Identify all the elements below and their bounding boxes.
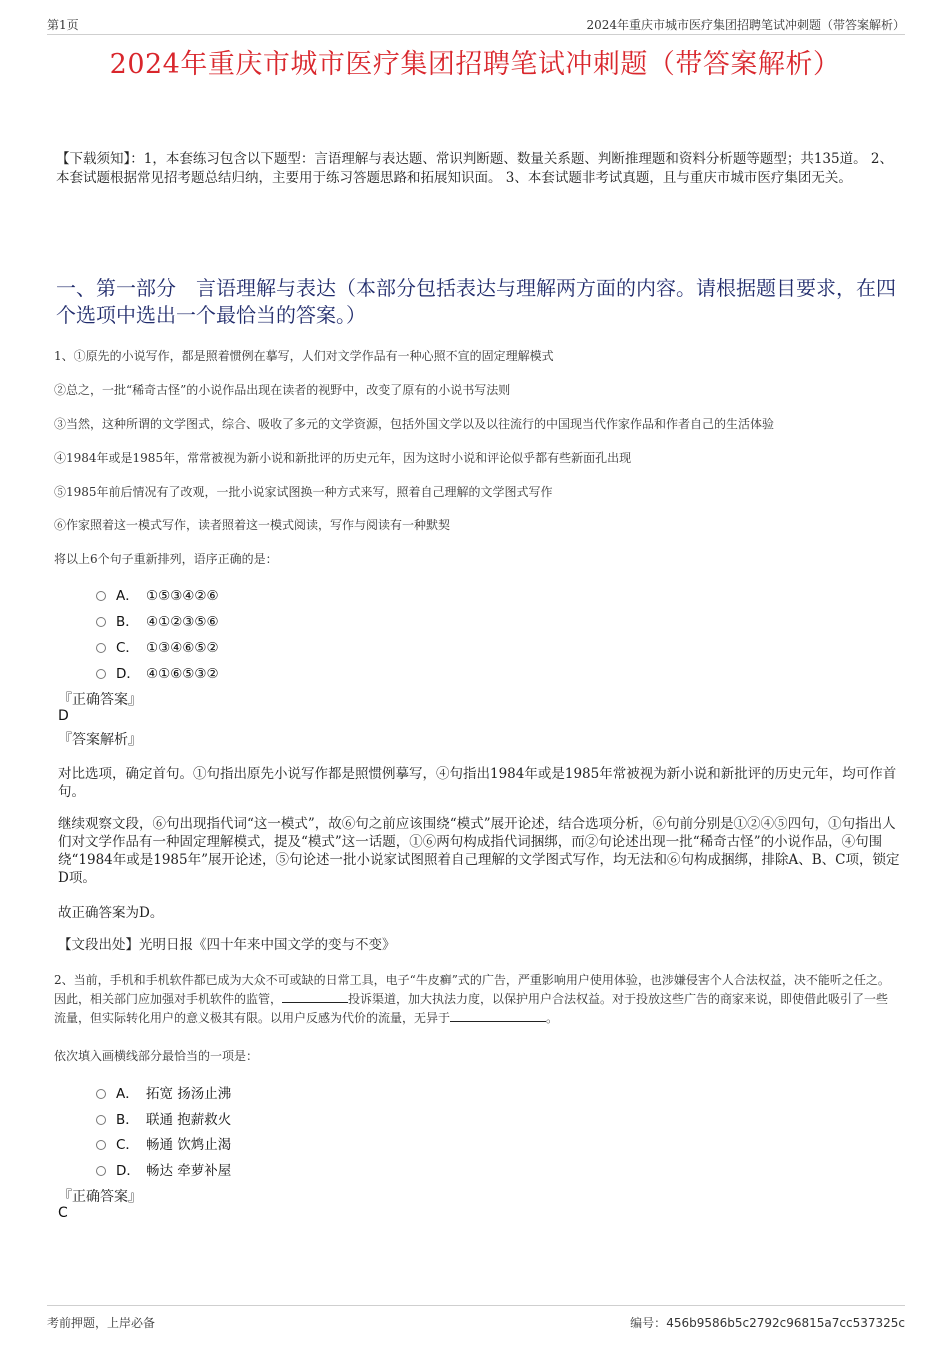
q1-sentence-1: 1、①原先的小说写作，都是照着惯例在摹写，人们对文学作品有一种心照不宣的固定理解模式 [54,349,554,363]
q2-option-d[interactable]: D． 畅达 牵萝补屋 [96,1159,231,1179]
q2-answer-label: 『正确答案』 [58,1189,142,1205]
q1-sentence-5: ⑤1985年前后情况有了改观，一批小说家试图换一种方式来写，照着自己理解的文学图式写作 [54,485,553,499]
page-footer [47,1305,905,1330]
fill-blank-1[interactable] [282,991,348,1003]
q1-sentence-3: ③当然，这种所谓的文学图式，综合、吸收了多元的文学资源，包括外国文学以及以往流行的中国现当代作家作品和作者自己的生活体验 [54,417,775,431]
q1-source: 【文段出处】光明日报《四十年来中国文学的变与不变》 [58,937,396,953]
footer-code: 编号：456b9586b5c2792c96815a7cc537325c [630,1316,905,1330]
q1-option-c[interactable]: C． ①③④⑥⑤② [96,636,219,656]
footer-slogan: 考前押题，上岸必备 [47,1316,156,1330]
q1-option-a[interactable]: A． ①⑤③④②⑥ [96,584,219,604]
q1-sentence-2: ②总之，一批“稀奇古怪”的小说作品出现在读者的视野中，改变了原有的小说书写法则 [54,383,511,397]
q1-option-b[interactable]: B． ④①②③⑤⑥ [96,610,219,630]
q1-analysis-2: 继续观察文段，⑥句出现指代词“这一模式”，故⑥句之前应该围绕“模式”展开论述，结合选项分析，⑥句前分别是①②④⑤四句，①句指出人们对文学作品有一种固定理解模式，提及“模式”这一话题，①⑥两句构成指代词捆绑，而②句论述出现一批“稀奇古怪”的小说作品，④句围绕“1984年或是1985年”展开论述，⑤句论述一批小说家试图照着自己理解的文学图式写作，均无法和⑥句构成捆绑，排除A、B、C项，锁定D项。 [58,816,900,886]
q2-prompt: 依次填入画横线部分最恰当的一项是： [54,1049,259,1063]
q2-answer: C [58,1205,68,1221]
q2-option-a[interactable]: A． 拓宽 扬汤止沸 [96,1082,231,1102]
q1-sentence-4: ④1984年或是1985年，常常被视为新小说和新批评的历史元年，因为这时小说和评论似乎都有些新面孔出现 [54,451,632,465]
q1-sentence-6: ⑥作家照着这一模式写作，读者照着这一模式阅读，写作与阅读有一种默契 [54,518,451,532]
page-header [47,14,905,35]
radio-icon[interactable] [96,1115,106,1125]
q1-prompt: 将以上6个句子重新排列，语序正确的是： [54,552,278,566]
q1-analysis-1: 对比选项，确定首句。①句指出原先小说写作都是照惯例摹写，④句指出1984年或是1985年常被视为新小说和新批评的历史元年，均可作首句。 [58,766,897,800]
download-notice: 【下载须知】：1，本套练习包含以下题型：言语理解与表达题、常识判断题、数量关系题、判断推理题和资料分析题等题型；共135道。 2、本套试题根据常见招考题总结归纳，主要用于练习答题思路和拓展知识面。 3、本套试题非考试真题，且与重庆市城市医疗集团无关。 [56,151,893,186]
radio-icon[interactable] [96,617,106,627]
q2-option-b[interactable]: B． 联通 抱薪救火 [96,1108,231,1128]
page-number: 第1页 [47,18,79,32]
q1-analysis-label: 『答案解析』 [58,732,142,748]
document-title: 2024年重庆市城市医疗集团招聘笔试冲刺题（带答案解析） [109,49,841,80]
q1-answer-label: 『正确答案』 [58,692,142,708]
radio-icon[interactable] [96,1089,106,1099]
radio-icon[interactable] [96,643,106,653]
radio-icon[interactable] [96,1140,106,1150]
section-heading: 一、第一部分 言语理解与表达（本部分包括表达与理解两方面的内容。请根据题目要求，在四个选项中选出一个最恰当的答案。） [56,276,896,327]
header-doc-title: 2024年重庆市城市医疗集团招聘笔试冲刺题（带答案解析） [586,18,905,32]
radio-icon[interactable] [96,591,106,601]
radio-icon[interactable] [96,669,106,679]
q1-option-d[interactable]: D． ④①⑥⑤③② [96,662,219,682]
fill-blank-2[interactable] [450,1010,546,1022]
q1-analysis-3: 故正确答案为D。 [58,905,164,921]
q2-question-text: 2、当前，手机和手机软件都已成为大众不可或缺的日常工具，电子“牛皮癣”式的广告，严重影响用户使用体验，也涉嫌侵害个人合法权益，决不能听之任之。因此，相关部门应加强对手机软件的监管， 投诉渠道，加大执法力度，以保护用户合法权益。对于投放这些广告的商家来说，即使借此吸引了一些流量，但实际转化用户的意义极其有限。以用户反感为代价的流量，无异于 。 [54,973,890,1025]
q1-answer: D [58,708,69,724]
q2-option-c[interactable]: C． 畅通 饮鸩止渴 [96,1133,231,1153]
radio-icon[interactable] [96,1166,106,1176]
